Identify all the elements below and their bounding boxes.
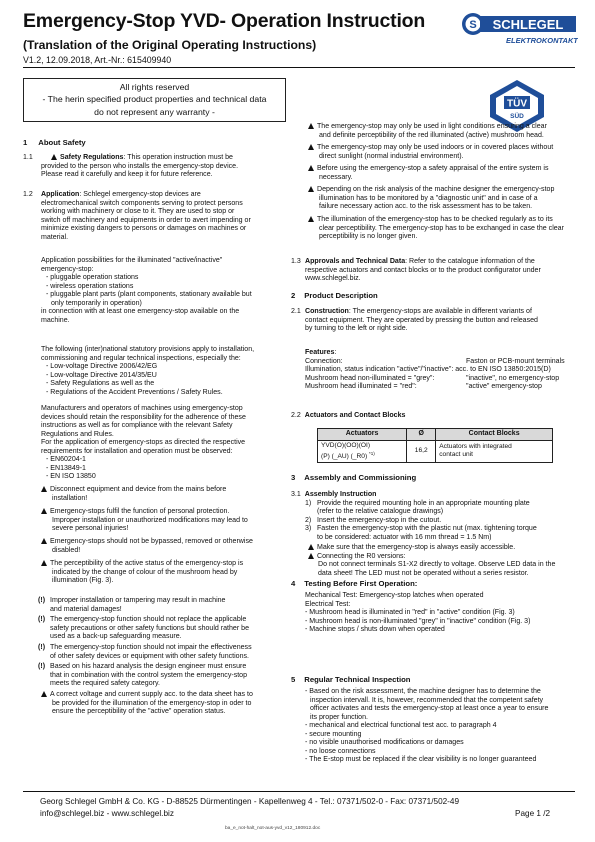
right-warning-5: The illumination of the emergency-stop has to be checked regularly as to its clear perceptibility. The emergency-stop has to be exchanged in case the clear perceptibility is no longer given.: [308, 216, 588, 242]
warning-icon: [308, 553, 314, 559]
section-2-2-heading: 2.2 Actuators and Contact Blocks: [291, 412, 406, 419]
warning-4: The perceptibility of the active status of the emergency-stop is indicated by the change of colour of the mushroom head by illumination (Fig. 3).: [41, 560, 286, 586]
warning-1: Disconnect equipment and device from the mains before installation!: [41, 486, 286, 503]
rights-line-3: do not represent any warranty -: [94, 106, 215, 117]
document-subtitle: (Translation of the Original Operating Instructions): [23, 38, 317, 52]
footer-address: Georg Schlegel GmbH & Co. KG - D-88525 Dürmentingen - Kapellenweg 4 - Tel.: 07371/502-0 - Fax: 07371/502-49: [40, 797, 460, 806]
section-2-heading: 2 Product Description: [291, 291, 378, 300]
table-header: Contact Blocks: [436, 429, 553, 441]
warning-icon: [308, 144, 314, 150]
caution-4: (!) Based on his hazard analysis the design engineer must ensure that in combination with the control system the emergency-stop meets the required safety category.: [38, 663, 248, 688]
warning-icon: [41, 691, 47, 697]
caution-2: (!) The emergency-stop function should not replace the applicable safety precautions or other safety functions but should rather be used as a back-up safeguarding measure.: [38, 616, 249, 641]
right-warning-3: Before using the emergency-stop a safety appraisal of the entire system is necessary.: [308, 165, 583, 182]
section-4-heading: 4 Testing Before First Operation:: [291, 579, 418, 588]
section-3-heading: 3 Assembly and Commissioning: [291, 473, 417, 482]
actuators-table: [317, 428, 553, 463]
warning-icon: [41, 538, 47, 544]
table-header: Actuators: [318, 429, 407, 441]
section-1-heading: 1 About Safety: [23, 138, 86, 147]
logo-subtext: ELEKTROKONTAKT: [506, 36, 578, 45]
caution-3: (!) The emergency-stop function should not impair the effectiveness of other safety devices or equipment with other safety functions.: [38, 644, 252, 660]
right-warning-4: Depending on the risk analysis of the machine designer the emergency-stop illumination has to be monitored by a "diagnostic unit" and in case of a failure necessary action acc. to the risk assessment has to be taken.: [308, 186, 583, 212]
warning-icon: [41, 486, 47, 492]
caution-1: (!) Improper installation or tampering may result in machine and material damages!: [38, 597, 226, 613]
schlegel-logo: [460, 10, 578, 50]
footer-contact: info@schlegel.biz - www.schlegel.biz: [40, 809, 174, 818]
table-cell: YVD(O)(OO)(OI) (P) (_AU) (_R0) $^{*1)}$: [318, 440, 407, 462]
svg-text:S: S: [469, 19, 477, 31]
right-warning-1: The emergency-stop may only be used in light conditions ensuring a clear and definite perceptibility of the red illuminated (active) mushroom head.: [308, 123, 583, 140]
application-list: Application possibilities for the illuminated "active/inactive" emergency-stop: - pluggable operation stations - wireless operation stations - pluggable plant parts (plant components, stationary available but only temporarily in operation) in connection with at least one emergency-stop available on the machine.: [41, 257, 252, 324]
warning-icon: [41, 560, 47, 566]
table-header-row: [318, 429, 553, 441]
table-cell: Actuators with integrated contact unit: [436, 440, 553, 462]
svg-text:SÜD: SÜD: [510, 113, 524, 120]
logo-text: SCHLEGEL: [492, 17, 564, 32]
section-1-3: 1.3 Approvals and Technical Data: Refer to the catalogue information of the respective actuators and contact blocks or to the product configurator under www.schlegel.biz.: [291, 258, 541, 283]
table-cell: 16,2: [407, 440, 436, 462]
header-rule: [23, 67, 575, 68]
section-1-2: 1.2 Application: Schlegel emergency-stop devices are electromechanical switch components serving to protect persons working with machinery or close to it. They are used to stop or switch off machinery and equipments in order to avert impending or minimize existing dangers to persons or damages on machines or material.: [23, 191, 251, 241]
section-1-1: 1.1 Safety Regulations: This operation instruction must be provided to the person who installs the emergency-stop device. Please read it carefully and keep it for future reference.: [23, 154, 239, 179]
warning-2: Emergency-stops fulfil the function of personal protection. Improper installation or unauthorized modifications may lead to severe personal injuries!: [41, 508, 286, 534]
warning-icon: [308, 544, 314, 550]
section-3-1: 3.1 Assembly Instruction 1) Provide the required mounting hole in an appropriate mounting plate (refer to the relative catalogue drawings) 2) Insert the emergency-stop in the cutout. 3) Fasten the emergency-stop with the plastic nut (max. tightening torque to be considered: actuator with 16 mm thread = 1.5 Nm): [291, 491, 537, 541]
warning-3: Emergency-stops should not be bypassed, removed or otherwise disabled!: [41, 538, 286, 555]
table-row: [318, 440, 553, 462]
features-block: Features: Connection: Faston or PCB-mount terminals Illumination, status indication "active"/"inactive": acc. to EN ISO 13850:2015(D) Mushroom head non-illuminated = "grey": "inactive", no emergency-stop Mushroom head illuminated = "red": "active" emergency-stop: [305, 349, 565, 391]
warning-icon: [41, 508, 47, 514]
section-5-heading: 5 Regular Technical Inspection: [291, 675, 411, 684]
version-line: V1.2, 12.09.2018, Art.-Nr.: 615409940: [23, 55, 172, 65]
svg-text:TÜV: TÜV: [507, 98, 527, 110]
warning-icon: [308, 165, 314, 171]
manufacturer-notes: Manufacturers and operators of machines using emergency-stop devices should retain the responsibility for the adherence of these instructions as well as for compliance with the relevant Safety Regulations and Rules. For the application of emergency-stops as directed the respective requirements for installation and operation must be observed: - EN60204-1 - EN13849-1 - EN ISO 13850: [41, 405, 246, 481]
right-warning-2: The emergency-stop may only be used indoors or in covered places without direct sunlight (normal industrial environment).: [308, 144, 583, 161]
rights-line-2: - The herin specified product properties and technical data: [42, 94, 267, 105]
warning-icon: [308, 123, 314, 129]
document-title: Emergency-Stop YVD- Operation Instruction: [23, 10, 426, 32]
inspection-block: - Based on the risk assessment, the machine designer has to determine the inspection intervall. It is, however, recommended that the competent safety officer activates and tests the emergency-stop at least once a year to ensure its proper function. - mechanical and electrical functional test acc. to paragraph 4 - secure mounting - no visible unauthorised modifications or damages - no loose connections - The E-stop must be replaced if the clear visibility is no longer guaranteed: [305, 688, 549, 764]
assembly-warnings: Make sure that the emergency-stop is always easily accessible. Connecting the R0 versions: Do not connect terminals S1-X2 directly to voltage. Observe LED data in the data sheet! The LED must not be operated without a series resistor.: [308, 544, 588, 578]
warning-icon: [308, 186, 314, 192]
table-header: Ø: [407, 429, 436, 441]
rights-box: [23, 78, 286, 122]
directives-list: The following (inter)national statutory provisions apply to installation, commissioning and regular technical inspections, especially the: - Low-voltage Directive 2006/42/EG - Low-voltage Directive 2014/35/EU - Safety Regulations as well as the - Regulations of the Accident Preventions / Safety Rules.: [41, 346, 255, 396]
testing-block: Mechanical Test: Emergency-stop latches when operated Electrical Test: - Mushroom head is illuminated in "red" in "active" condition (Fig. 3) - Mushroom head is non-illuminated "grey" in "inactive" condition (Fig. 3) - Machine stops / shuts down when operated: [305, 592, 531, 634]
footer-rule: [23, 791, 575, 792]
rights-line-1: All rights reserved: [119, 82, 190, 92]
footer-filename: ba_e_not-halt_not-aus-yvd_v12_180912.doc: [225, 826, 321, 831]
warning-5: A correct voltage and current supply acc. to the data sheet has to be provided for the illumination of the emergency-stop in oder to ensure the perceptibility of the "active" operation status.: [41, 691, 286, 717]
page-number: Page 1 /2: [515, 809, 551, 818]
warning-icon: [308, 216, 314, 222]
warning-icon: [51, 154, 57, 160]
section-2-1: 2.1 Construction: The emergency-stops are available in different variants of contact equipment. They are operated by pressing the button and released by turning to the left or right side.: [291, 308, 538, 333]
